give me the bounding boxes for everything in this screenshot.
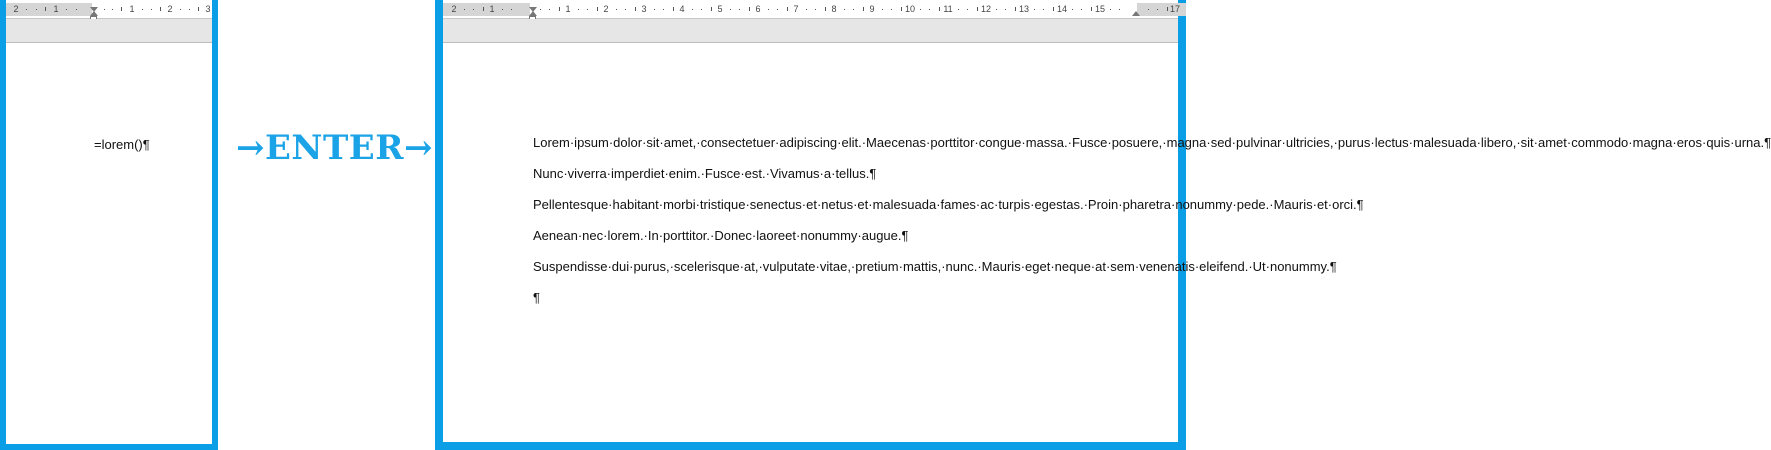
ruler-dot (844, 9, 845, 10)
ruler-tick (45, 7, 46, 11)
ruler-tick (901, 7, 902, 11)
ruler-dot (464, 9, 465, 10)
ruler-label: 2 (167, 4, 173, 14)
ruler-dot (473, 9, 474, 10)
ruler-dot (1148, 9, 1149, 10)
ruler-label: 4 (679, 4, 685, 14)
ruler-dot (920, 9, 921, 10)
ruler-label: 2 (603, 4, 609, 14)
enter-arrow-label: →ENTER→ (236, 128, 433, 168)
ruler-label: 13 (1018, 4, 1030, 14)
ruler-dot (76, 9, 77, 10)
ruler-label: 3 (641, 4, 647, 14)
ruler-tick (977, 7, 978, 11)
ruler-dot (730, 9, 731, 10)
ruler-dot (180, 9, 181, 10)
ruler-margin-shade (6, 3, 92, 16)
lorem-formula-text[interactable]: =lorem()¶ (94, 137, 150, 152)
ruler-dot (587, 9, 588, 10)
ruler-label: 10 (904, 4, 916, 14)
ruler-dot (777, 9, 778, 10)
ruler-dot (806, 9, 807, 10)
ruler-dot (151, 9, 152, 10)
ruler-dot (1157, 9, 1158, 10)
ruler-label: 2 (451, 4, 457, 14)
ruler-dot (26, 9, 27, 10)
ruler-dot (189, 9, 190, 10)
ruler-tick (1167, 7, 1168, 11)
ruler-dot (616, 9, 617, 10)
page-top-band (443, 19, 1178, 43)
right-indent-marker[interactable] (1132, 11, 1140, 16)
page-top-band (6, 19, 212, 43)
ruler-label: 15 (1094, 4, 1106, 14)
ruler-dot (815, 9, 816, 10)
ruler-tick (863, 7, 864, 11)
ruler-dot (654, 9, 655, 10)
ruler-dot (768, 9, 769, 10)
ruler-tick (635, 7, 636, 11)
ruler-dot (549, 9, 550, 10)
ruler-tick (787, 7, 788, 11)
ruler-label: 17 (1169, 4, 1181, 14)
ruler-dot (1034, 9, 1035, 10)
ruler-dot (701, 9, 702, 10)
ruler-label: 7 (793, 4, 799, 14)
ruler-dot (853, 9, 854, 10)
ruler-dot (1119, 9, 1120, 10)
ruler-dot (929, 9, 930, 10)
ruler-tick (483, 7, 484, 11)
ruler-dot (578, 9, 579, 10)
ruler-label: 6 (755, 4, 761, 14)
ruler-dot (36, 9, 37, 10)
ruler-label: 1 (129, 4, 135, 14)
ruler-tick (121, 7, 122, 11)
document-paragraph[interactable]: Suspendisse·dui·purus,·scelerisque·at,·vulputate·vitae,·pretium·mattis,·nunc.·Mauris·eget·neque·at·sem·venenatis·eleifend.·Ut·nonummy.¶ (533, 259, 1337, 274)
ruler-dot (967, 9, 968, 10)
ruler-dot (540, 9, 541, 10)
horizontal-ruler[interactable] (443, 0, 1181, 19)
left-document-panel (0, 0, 218, 450)
ruler-dot (1072, 9, 1073, 10)
ruler-tick (1053, 7, 1054, 11)
ruler-dot (104, 9, 105, 10)
ruler-dot (1081, 9, 1082, 10)
document-body[interactable] (533, 133, 1771, 319)
document-paragraph[interactable]: ¶ (533, 290, 540, 305)
ruler-tick (160, 7, 161, 11)
ruler-dot (66, 9, 67, 10)
ruler-dot (511, 9, 512, 10)
document-paragraph[interactable]: Aenean·nec·lorem.·In·porttitor.·Donec·laoreet·nonummy·augue.¶ (533, 228, 909, 243)
document-paragraph[interactable]: Nunc·viverra·imperdiet·enim.·Fusce·est.·Vivamus·a·tellus.¶ (533, 166, 877, 181)
ruler-label: 3 (205, 4, 211, 14)
ruler-dot (112, 9, 113, 10)
document-paragraph[interactable]: Pellentesque·habitant·morbi·tristique·senectus·et·netus·et·malesuada·fames·ac·turpis·egestas.·Proin·pharetra·nonummy·pede.·Mauris·et·orci.¶ (533, 197, 1364, 212)
ruler-dot (692, 9, 693, 10)
ruler-label: 8 (831, 4, 837, 14)
ruler-dot (142, 9, 143, 10)
ruler-tick (597, 7, 598, 11)
ruler-tick (939, 7, 940, 11)
ruler-label: 9 (869, 4, 875, 14)
ruler-dot (502, 9, 503, 10)
ruler-tick (825, 7, 826, 11)
ruler-dot (625, 9, 626, 10)
ruler-dot (1005, 9, 1006, 10)
ruler-dot (996, 9, 997, 10)
ruler-tick (1015, 7, 1016, 11)
document-paragraph[interactable]: Lorem·ipsum·dolor·sit·amet,·consectetuer·adipiscing·elit.·Maecenas·porttitor·congue·massa.·Fusce·posuere,·magna·sed·pulvinar·ultricies,·purus·lectus·malesuada·libero,·sit·amet·commodo·magna·eros·quis·urna.¶ (533, 135, 1771, 150)
ruler-tick (559, 7, 560, 11)
ruler-dot (882, 9, 883, 10)
ruler-label: 2 (13, 4, 19, 14)
ruler-label: 1 (53, 4, 59, 14)
ruler-dot (958, 9, 959, 10)
ruler-label: 1 (565, 4, 571, 14)
ruler-tick (711, 7, 712, 11)
ruler-label: 12 (980, 4, 992, 14)
ruler-tick (198, 7, 199, 11)
ruler-label: 11 (943, 4, 953, 14)
ruler-label: 1 (489, 4, 495, 14)
ruler-dot (739, 9, 740, 10)
ruler-dot (891, 9, 892, 10)
ruler-dot (1110, 9, 1111, 10)
ruler-tick (673, 7, 674, 11)
ruler-label: 14 (1056, 4, 1068, 14)
ruler-tick (1091, 7, 1092, 11)
right-document-panel (435, 0, 1771, 450)
ruler-tick (749, 7, 750, 11)
ruler-dot (1043, 9, 1044, 10)
ruler-dot (663, 9, 664, 10)
horizontal-ruler[interactable] (6, 0, 212, 19)
ruler-label: 5 (717, 4, 723, 14)
